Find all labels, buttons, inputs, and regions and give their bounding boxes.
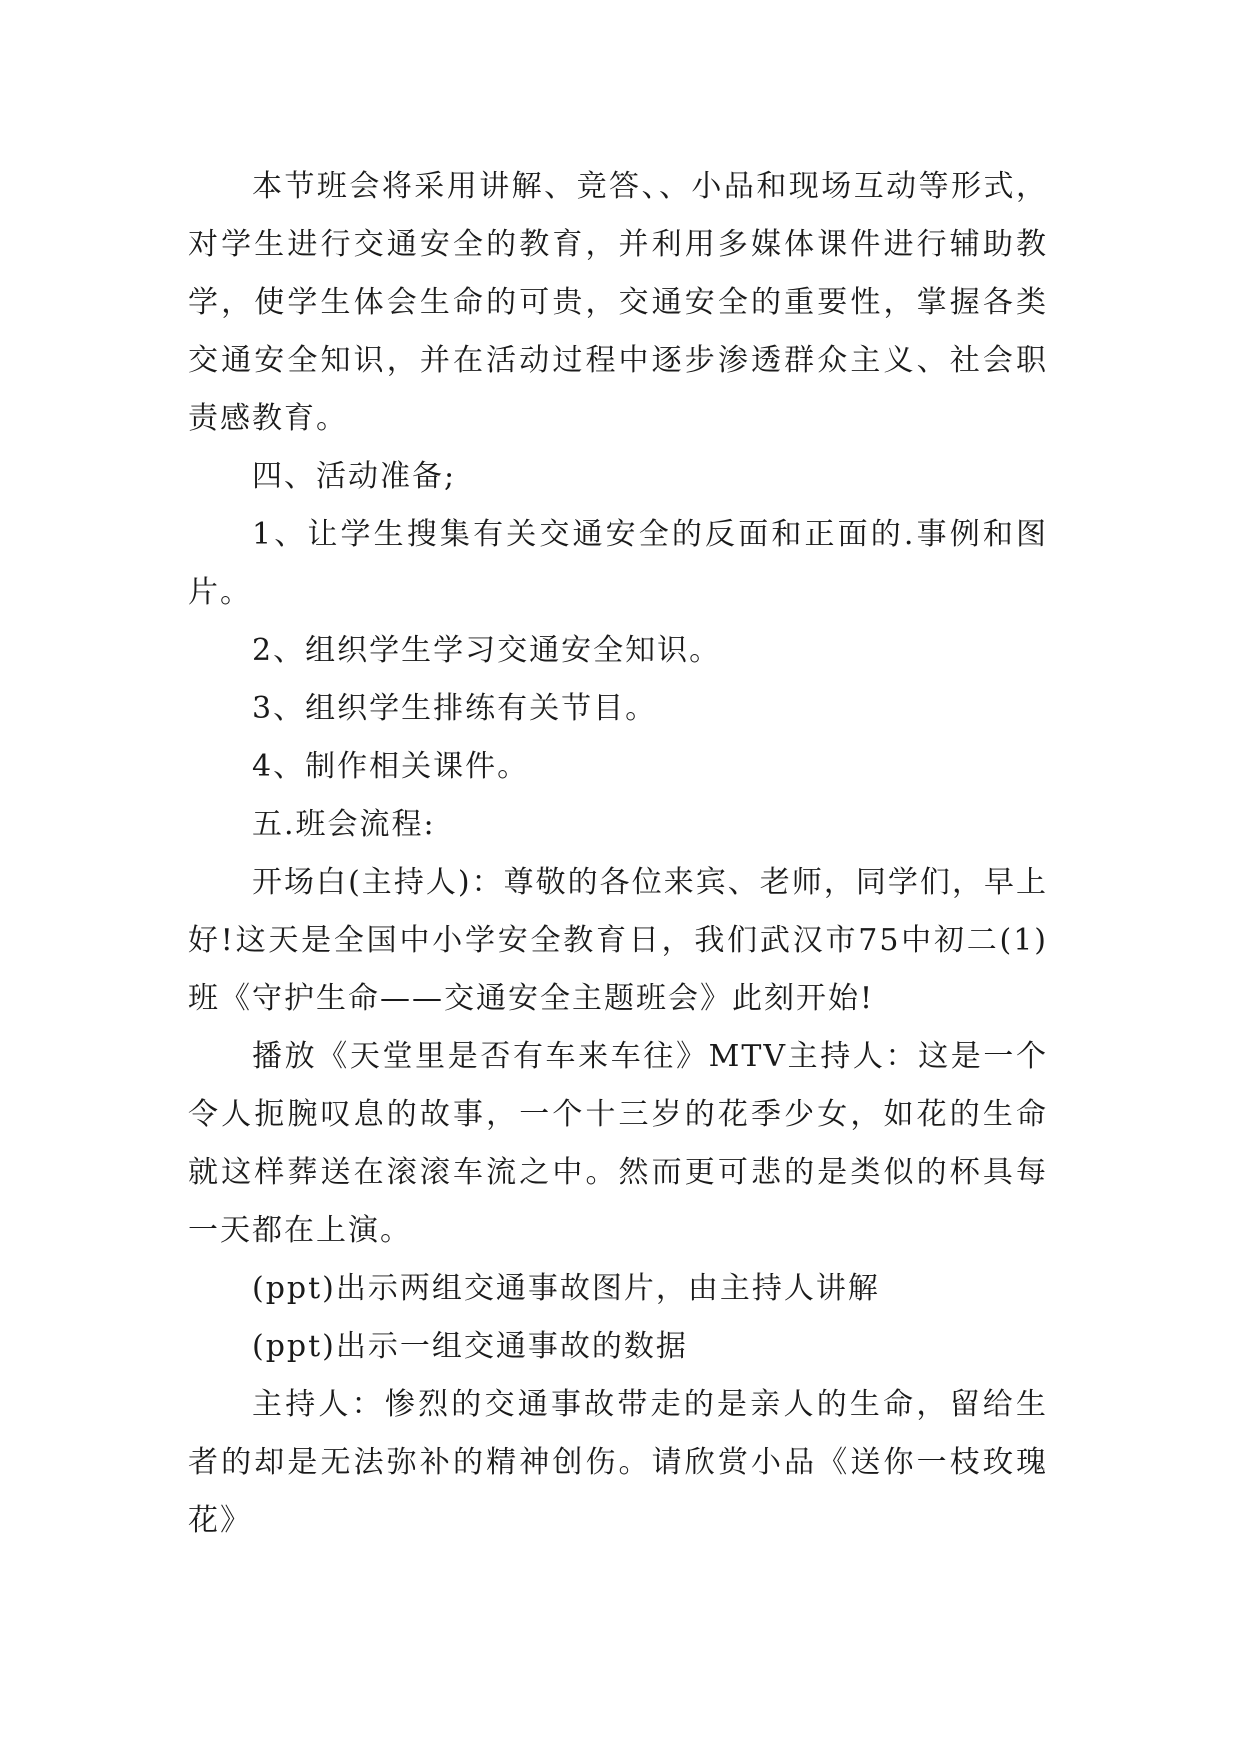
list-item-1: 1、让学生搜集有关交通安全的反面和正面的.事例和图片。 (188, 517, 1048, 610)
list-item-2: 2、组织学生学习交通安全知识。 (252, 633, 722, 668)
list-item-3: 3、组织学生排练有关节目。 (252, 691, 658, 726)
list-item-4: 4、制作相关课件。 (252, 749, 530, 784)
paragraph-ppt-pictures: (ppt)出示两组交通事故图片，由主持人讲解 (252, 1271, 880, 1306)
document-body (188, 158, 1048, 1550)
heading-activity-preparation: 四、活动准备; (252, 459, 457, 494)
paragraph-mtv: 播放《天堂里是否有车来车往》MTV主持人：这是一个令人扼腕叹息的故事，一个十三岁的花季少女，如花的生命就这样葬送在滚滚车流之中。然而更可悲的是类似的杯具每一天都在上演。 (188, 1039, 1048, 1248)
heading-class-meeting-flow: 五.班会流程: (252, 807, 436, 842)
paragraph-opening: 开场白(主持人)：尊敬的各位来宾、老师，同学们，早上好!这天是全国中小学安全教育日，我们武汉市75中初二(1)班《守护生命——交通安全主题班会》此刻开始! (188, 865, 1048, 1016)
paragraph-ppt-data: (ppt)出示一组交通事故的数据 (252, 1329, 688, 1364)
paragraph-intro: 本节班会将采用讲解、竞答、、小品和现场互动等形式，对学生进行交通安全的教育，并利用多媒体课件进行辅助教学，使学生体会生命的可贵，交通安全的重要性，掌握各类交通安全知识，并在活动过程中逐步渗透群众主义、社会职责感教育。 (188, 169, 1048, 436)
paragraph-host-sketch: 主持人：惨烈的交通事故带走的是亲人的生命，留给生者的却是无法弥补的精神创伤。请欣赏小品《送你一枝玫瑰花》 (188, 1387, 1048, 1538)
